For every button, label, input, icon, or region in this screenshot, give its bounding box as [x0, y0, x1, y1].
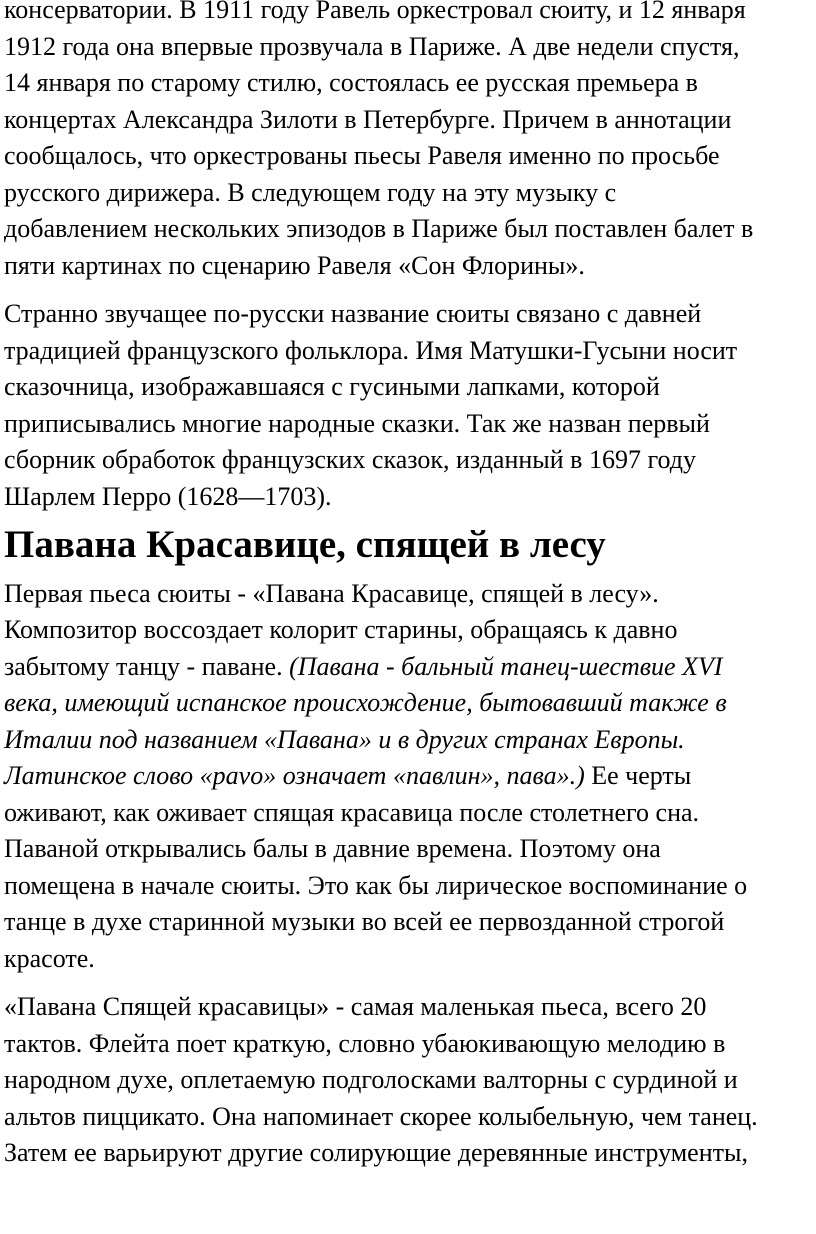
italic-note: века, имеющий испанское происхождение, бытовавший также в	[4, 688, 727, 717]
text-line: 14 января по старому стилю, состоялась ее русская премьера в	[4, 68, 698, 97]
text-line: сообщалось, что оркестрованы пьесы Равеля именно по просьбе	[4, 141, 720, 170]
section-heading: Павана Красавице, спящей в лесу	[4, 523, 606, 566]
text-line: красоте.	[4, 943, 95, 973]
text-line: «Павана Спящей красавицы» - самая маленькая пьеса, всего 20	[4, 992, 707, 1021]
text-line: Шарлем Перро (1628—1703).	[4, 481, 332, 511]
text-run: забытому танцу - паване.	[4, 651, 290, 681]
paragraph-premiere	[4, 0, 816, 284]
text-line: добавлением нескольких эпизодов в Париже был поставлен балет в	[4, 214, 754, 243]
text-line: танце в духе старинной музыки во всей ее первозданной строгой	[4, 907, 725, 936]
text-line: Странно звучащее по-русски название сюиты связано с давней	[4, 299, 702, 328]
text-line: альтов пиццикато. Она напоминает скорее колыбельную, чем танец.	[4, 1101, 758, 1131]
text-line: помещена в начале сюиты. Это как бы лирическое воспоминание о	[4, 870, 748, 900]
text-line: приписывались многие народные сказки. Так же назван первый	[4, 408, 710, 438]
paragraph-description	[4, 989, 816, 1172]
text-line: оживают, как оживает спящая красавица после столетнего сна.	[4, 797, 700, 827]
text-line: пяти картинах по сценарию Равеля «Сон Флорины».	[4, 250, 585, 280]
text-line: народном духе, оплетаемую подголосками валторны с сурдиной и	[4, 1065, 738, 1094]
text-line: концертах Александра Зилоти в Петербурге. Причем в аннотации	[4, 104, 732, 134]
text-line: Паваной открывались балы в давние времена. Поэтому она	[4, 834, 661, 863]
text-line: Композитор воссоздает колорит старины, обращаясь к давно	[4, 615, 678, 644]
document-page	[4, 0, 816, 1184]
paragraph-pavane	[4, 576, 816, 978]
text-line: Затем ее варьируют другие солирующие деревянные инструменты,	[4, 1138, 748, 1167]
text-line	[4, 649, 816, 686]
paragraph-title-origin	[4, 296, 816, 515]
text-line: сказочница, изображавшаяся с гусиными лапками, которой	[4, 372, 660, 401]
text-line: традицией французского фольклора. Имя Матушки-Гусыни носит	[4, 335, 738, 365]
text-line: сборник обработок французских сказок, изданный в 1697 году	[4, 445, 696, 474]
text-line: 1912 года она впервые прозвучала в Париже. А две недели спустя,	[4, 31, 740, 61]
text-line: русского дирижера. В следующем году на эту музыку с	[4, 177, 617, 207]
text-line	[4, 758, 816, 795]
text-line: тактов. Флейта поет краткую, словно убаюкивающую мелодию в	[4, 1028, 726, 1058]
text-line: консерватории. В 1911 году Равель оркестровал сюиту, и 12 января	[4, 0, 746, 24]
text-line: Первая пьеса сюиты - «Павана Красавице, спящей в лесу».	[4, 578, 659, 608]
text-run: Ее черты	[584, 761, 692, 790]
italic-note: Италии под названием «Павана» и в других странах Европы.	[4, 724, 685, 754]
italic-note: Латинское слово «pavo» означает «павлин», пава».)	[4, 761, 585, 790]
italic-note: (Павана - бальный танец-шествие XVI	[289, 651, 723, 681]
